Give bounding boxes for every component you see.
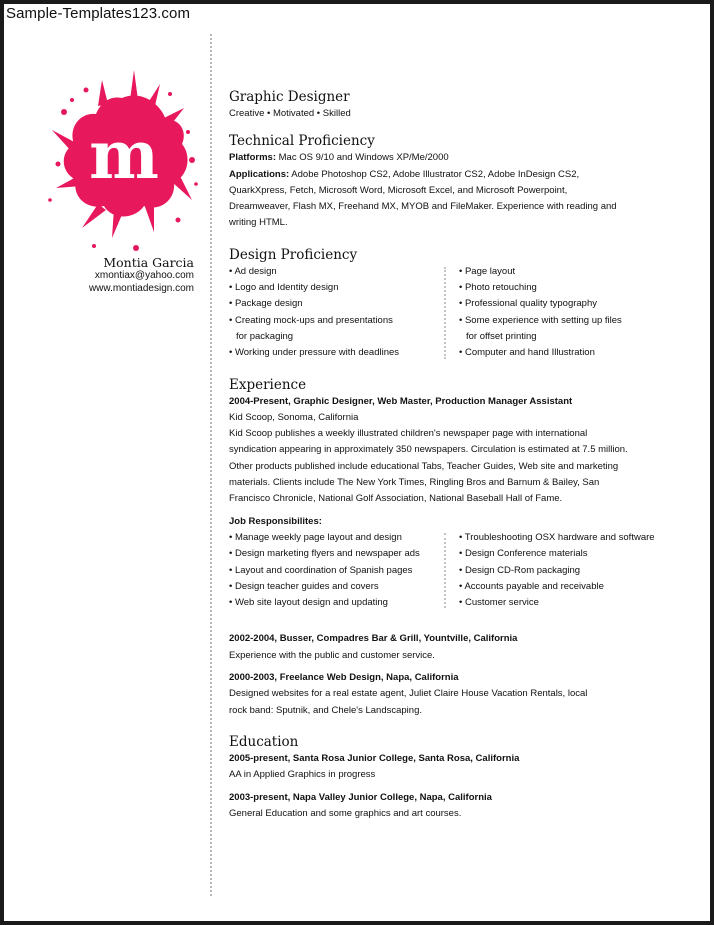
list-item: • Some experience with setting up files <box>459 314 622 326</box>
list-item: • Working under pressure with deadlines <box>229 347 400 359</box>
platforms-text: Mac OS 9/10 and Windows XP/Me/2000 <box>275 152 449 164</box>
job-description: syndication appearing in approximately 350 newspapers. Circulation is estimated at 7.5 million. <box>229 444 628 456</box>
list-item: • Accounts payable and receivable <box>459 580 604 592</box>
list-item: • Package design <box>229 298 303 310</box>
list-item: • Layout and coordination of Spanish pages <box>229 564 413 576</box>
contact-email: xmontiax@yahoo.com <box>94 270 194 281</box>
resume-page <box>4 4 710 921</box>
job-description: rock band: Sputnik, and Chele's Landscaping. <box>229 704 422 716</box>
list-item: • Design CD-Rom packaging <box>459 564 581 576</box>
technical-heading: Technical Proficiency <box>229 133 375 150</box>
vertical-dotted-divider <box>210 34 212 896</box>
list-item: • Professional quality typography <box>459 298 597 310</box>
list-item: • Design Conference materials <box>459 548 588 560</box>
school-description: AA in Applied Graphics in progress <box>229 769 376 781</box>
job-company: Kid Scoop, Sonoma, California <box>229 411 359 423</box>
contact-website: www.montiadesign.com <box>88 283 194 294</box>
school-title: 2003-present, Napa Valley Junior College, Napa, California <box>229 791 492 803</box>
tagline: Creative • Motivated • Skilled <box>229 108 351 119</box>
ink-splash-logo <box>42 60 202 260</box>
list-item: for offset printing <box>466 330 537 342</box>
platforms-label: Platforms: <box>229 152 276 164</box>
applications-text: Dreamweaver, Flash MX, Freehand MX, MYOB and FileMaker. Experience with reading and <box>229 201 617 213</box>
education-heading: Education <box>229 733 299 750</box>
job-description: Designed websites for a real estate agent, Juliet Claire House Vacation Rentals, local <box>229 688 588 700</box>
platforms-line <box>229 150 699 166</box>
responsibilities-heading: Job Responsibilites: <box>229 515 322 527</box>
job-description: Francisco Chronicle, National Golf Association, National Baseball Hall of Fame. <box>229 493 563 505</box>
job-description: materials. Clients include The New York Times, Ringling Bros and Barnum & Bailey, San <box>229 477 600 489</box>
list-item: • Customer service <box>459 597 539 609</box>
job-title: 2002-2004, Busser, Compadres Bar & Grill, Yountville, California <box>229 633 518 645</box>
job-description: Kid Scoop publishes a weekly illustrated children's newspaper page with international <box>229 428 588 440</box>
responsibilities-list <box>229 530 699 611</box>
school-title: 2005-present, Santa Rosa Junior College, Santa Rosa, California <box>229 752 520 764</box>
applications-label: Applications: <box>229 168 290 180</box>
design-skills-list <box>229 264 699 362</box>
list-item: • Troubleshooting OSX hardware and software <box>459 531 655 543</box>
list-item: • Computer and hand Illustration <box>459 347 595 359</box>
column-dotted-divider <box>444 533 446 608</box>
applications-text: Adobe Photoshop CS2, Adobe Illustrator CS2, Adobe InDesign CS2, <box>289 168 580 180</box>
job-description: Experience with the public and customer service. <box>229 649 435 661</box>
column-dotted-divider <box>444 267 446 359</box>
list-item: • Ad design <box>229 265 277 277</box>
contact-name: Montia Garcia <box>103 255 194 270</box>
list-item: • Web site layout design and updating <box>229 597 388 609</box>
list-item: • Design marketing flyers and newspaper ads <box>229 548 420 560</box>
list-item: • Page layout <box>459 265 516 277</box>
list-item: • Creating mock-ups and presentations <box>229 314 393 326</box>
resume-main <box>229 88 699 822</box>
job-description: Other products published include educational Tabs, Teacher Guides, Web site and marketing <box>229 460 619 472</box>
applications-text: writing HTML. <box>229 217 288 229</box>
applications-text: QuarkXpress, Fetch, Microsoft Word, Microsoft Excel, and Microsoft Powerpoint, <box>229 184 568 196</box>
watermark: Sample-Templates123.com <box>4 4 193 24</box>
list-item: • Manage weekly page layout and design <box>229 531 402 543</box>
list-item: • Design teacher guides and covers <box>229 580 379 592</box>
design-heading: Design Proficiency <box>229 246 358 263</box>
list-item: for packaging <box>236 330 294 342</box>
applications-line <box>229 167 699 183</box>
job-title: 2000-2003, Freelance Web Design, Napa, California <box>229 672 459 684</box>
list-item: • Photo retouching <box>459 282 537 294</box>
experience-heading: Experience <box>229 376 307 393</box>
school-description: General Education and some graphics and art courses. <box>229 807 462 819</box>
logo-letter: m <box>89 116 159 194</box>
list-item: • Logo and Identity design <box>229 282 339 294</box>
job-title: 2004-Present, Graphic Designer, Web Master, Production Manager Assistant <box>229 395 573 407</box>
job-title-heading: Graphic Designer <box>229 89 350 105</box>
